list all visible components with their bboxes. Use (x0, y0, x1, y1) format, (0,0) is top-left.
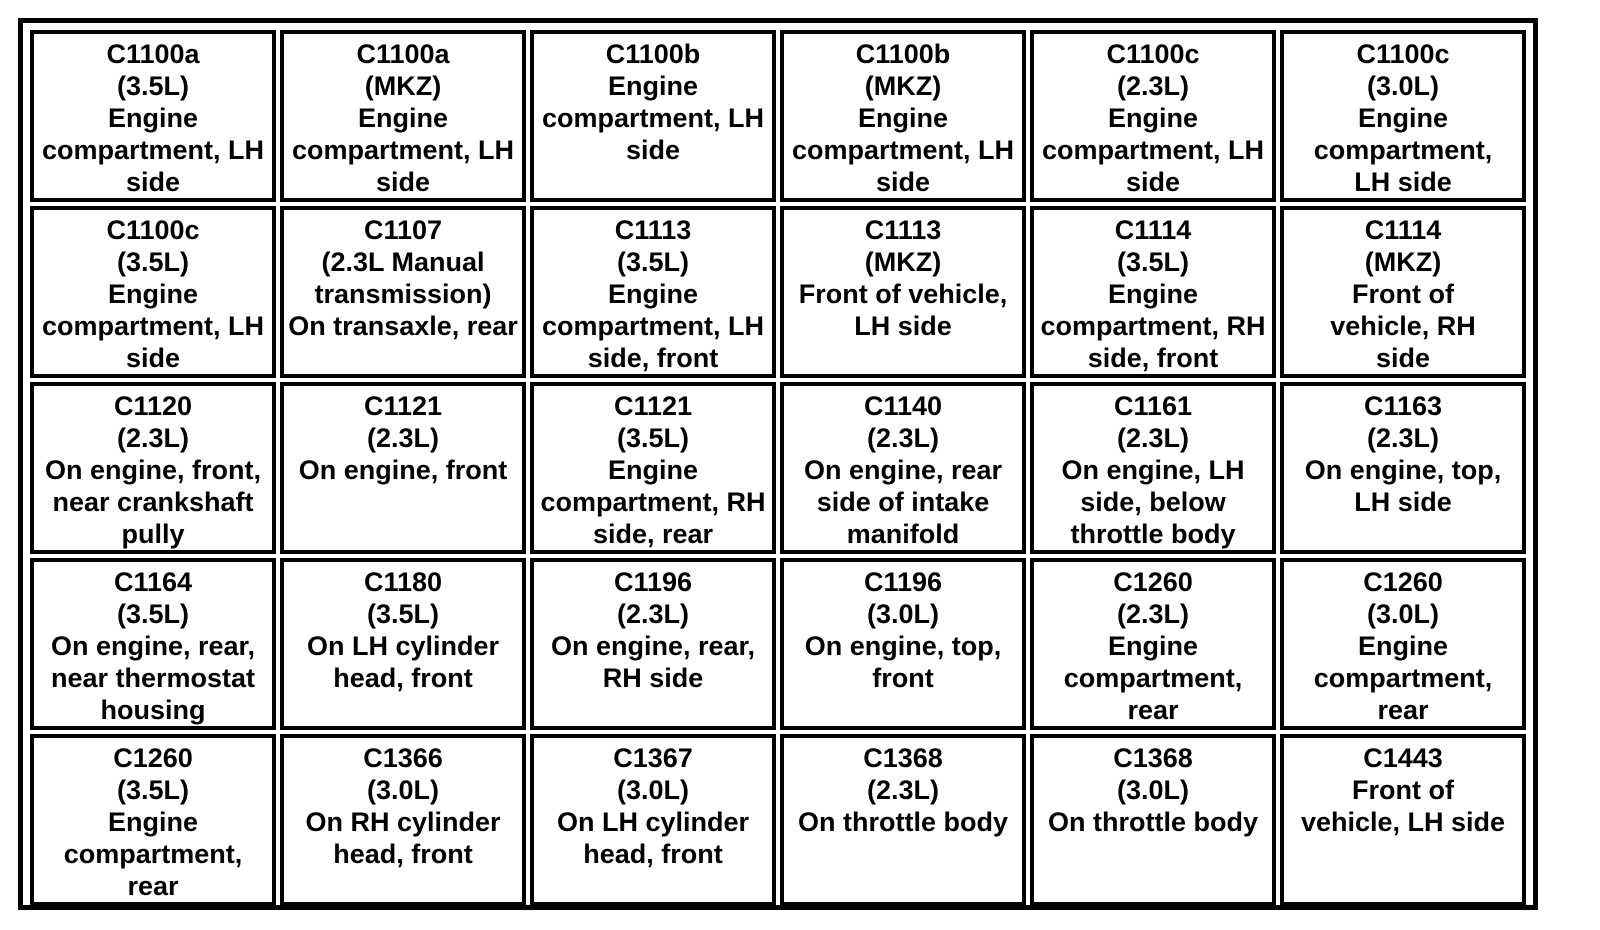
connector-description-line: (3.5L) (116, 71, 189, 101)
connector-description-line: rear (1377, 695, 1429, 725)
connector-description-line: On engine, rear (803, 455, 1003, 485)
connector-description-line: front (872, 663, 934, 693)
connector-description-line: compartment, (1313, 663, 1493, 693)
connector-id: C1260 (1113, 567, 1193, 597)
connector-description-line: side (625, 135, 681, 165)
connector-description-line: On throttle body (798, 807, 1008, 837)
connector-description-line: side, rear (592, 519, 714, 549)
connector-cell (280, 30, 526, 202)
connector-id: C1114 (1114, 215, 1192, 245)
connector-id: C1120 (113, 391, 193, 421)
connector-description-line: (3.5L) (116, 599, 189, 629)
connector-description-line: compartment, (1313, 135, 1493, 165)
connector-cell (280, 206, 526, 378)
connector-description-line: compartment, RH (1040, 311, 1266, 341)
connector-description-line: housing (100, 695, 206, 725)
connector-description-line: Front of (1352, 775, 1454, 805)
connector-description-line: compartment, (63, 839, 243, 869)
connector-description-line: side (125, 167, 181, 197)
connector-description-line: side (125, 343, 181, 373)
connector-cell (530, 206, 776, 378)
connector-id: C1196 (863, 567, 943, 597)
connector-description-line: side, front (1087, 343, 1219, 373)
connector-id: C1260 (113, 743, 193, 773)
connector-description-line: (MKZ) (1364, 247, 1442, 277)
connector-description-line: LH side (1354, 167, 1452, 197)
connector-description-line: side, below (1080, 487, 1226, 517)
connector-id: C1113 (864, 215, 942, 245)
connector-description-line: side (1125, 167, 1181, 197)
connector-id: C1100b (605, 39, 701, 69)
connector-cell (1030, 734, 1276, 906)
connector-description-line: side (1375, 343, 1431, 373)
connector-description-line: near thermostat (50, 663, 256, 693)
connector-cell (780, 734, 1026, 906)
connector-description-line: vehicle, RH (1330, 311, 1476, 341)
connector-description-line: Engine (357, 103, 448, 133)
connector-id: C1100c (106, 215, 200, 245)
connector-description-line: pully (121, 519, 185, 549)
connector-description-line: (3.5L) (616, 423, 689, 453)
connector-id: C1100a (356, 39, 450, 69)
connector-cell (30, 382, 276, 554)
connector-description-line: side (375, 167, 431, 197)
connector-cell (530, 30, 776, 202)
connector-id: C1196 (613, 567, 693, 597)
connector-id: C1443 (1363, 743, 1443, 773)
connector-id: C1368 (1113, 743, 1193, 773)
table-row (30, 734, 1526, 906)
connector-cell (30, 734, 276, 906)
connector-description-line: On engine, top, (804, 631, 1002, 661)
table-row (30, 30, 1526, 202)
connector-description-line: Engine (1107, 103, 1198, 133)
table-body (30, 30, 1526, 906)
connector-location-table (26, 26, 1530, 910)
connector-cell (780, 206, 1026, 378)
connector-cell (780, 558, 1026, 730)
table-row (30, 558, 1526, 730)
connector-description-line: (3.0L) (366, 775, 439, 805)
connector-description-line: (3.5L) (116, 775, 189, 805)
connector-cell (530, 558, 776, 730)
connector-description-line: side of intake (816, 487, 990, 517)
connector-description-line: compartment, (1063, 663, 1243, 693)
connector-description-line: Engine (857, 103, 948, 133)
connector-cell (1030, 206, 1276, 378)
connector-cell (280, 382, 526, 554)
connector-cell (780, 30, 1026, 202)
connector-description-line: head, front (333, 839, 473, 869)
connector-description-line: On engine, rear, (50, 631, 256, 661)
connector-id: C1100a (106, 39, 200, 69)
connector-description-line: LH side (854, 311, 952, 341)
connector-id: C1260 (1363, 567, 1443, 597)
connector-description-line: near crankshaft (52, 487, 254, 517)
connector-id: C1140 (863, 391, 943, 421)
connector-description-line: On engine, rear, (550, 631, 756, 661)
connector-cell (1280, 30, 1526, 202)
connector-cell (1030, 558, 1276, 730)
connector-description-line: Engine (607, 279, 698, 309)
connector-description-line: (3.5L) (116, 247, 189, 277)
connector-description-line: vehicle, LH side (1300, 807, 1506, 837)
connector-description-line: RH side (602, 663, 704, 693)
connector-cell (1280, 558, 1526, 730)
connector-description-line: Engine (1107, 631, 1198, 661)
connector-description-line: Engine (607, 455, 698, 485)
connector-description-line: Engine (607, 71, 698, 101)
connector-id: C1366 (363, 743, 443, 773)
connector-cell (780, 382, 1026, 554)
connector-description-line: LH side (1354, 487, 1452, 517)
connector-id: C1121 (613, 391, 693, 421)
connector-description-line: On LH cylinder (306, 631, 500, 661)
connector-description-line: Front of (1352, 279, 1454, 309)
connector-description-line: compartment, LH (541, 103, 765, 133)
connector-description-line: Engine (1357, 631, 1448, 661)
connector-description-line: Engine (107, 279, 198, 309)
connector-id: C1113 (614, 215, 692, 245)
connector-description-line: compartment, LH (41, 135, 265, 165)
connector-description-line: compartment, LH (791, 135, 1015, 165)
connector-description-line: On RH cylinder (305, 807, 501, 837)
connector-description-line: (3.5L) (616, 247, 689, 277)
connector-cell (1280, 734, 1526, 906)
connector-description-line: On engine, front, (45, 455, 261, 485)
connector-description-line: Front of vehicle, (798, 279, 1008, 309)
connector-id: C1367 (613, 743, 693, 773)
connector-description-line: (2.3L) (1116, 423, 1189, 453)
connector-description-line: Engine (1357, 103, 1448, 133)
connector-description-line: (2.3L) (1116, 71, 1189, 101)
connector-description-line: Engine (107, 807, 198, 837)
connector-id: C1163 (1363, 391, 1443, 421)
connector-id: C1161 (1113, 391, 1193, 421)
connector-cell (1030, 30, 1276, 202)
connector-description-line: (2.3L) (866, 775, 939, 805)
connector-cell (280, 734, 526, 906)
connector-description-line: rear (127, 871, 179, 901)
connector-description-line: compartment, LH (41, 311, 265, 341)
connector-description-line: On LH cylinder (556, 807, 750, 837)
connector-description-line: (3.5L) (1116, 247, 1189, 277)
connector-id: C1100c (1356, 39, 1450, 69)
connector-description-line: (2.3L) (366, 423, 439, 453)
connector-description-line: (2.3L) (866, 423, 939, 453)
connector-description-line: throttle body (1070, 519, 1236, 549)
connector-description-line: On transaxle, rear (288, 311, 518, 341)
connector-description-line: (2.3L) (1366, 423, 1439, 453)
connector-description-line: head, front (583, 839, 723, 869)
connector-cell (280, 558, 526, 730)
connector-description-line: head, front (333, 663, 473, 693)
connector-description-line: rear (1127, 695, 1179, 725)
connector-description-line: (3.0L) (866, 599, 939, 629)
connector-id: C1100b (855, 39, 951, 69)
connector-description-line: compartment, RH (540, 487, 766, 517)
connector-cell (1280, 206, 1526, 378)
connector-description-line: compartment, LH (291, 135, 515, 165)
connector-description-line: compartment, LH (1041, 135, 1265, 165)
connector-description-line: On engine, LH (1061, 455, 1245, 485)
connector-description-line: (3.0L) (1366, 71, 1439, 101)
connector-description-line: On throttle body (1048, 807, 1258, 837)
connector-id: C1107 (363, 215, 443, 245)
connector-cell (530, 734, 776, 906)
connector-cell (30, 30, 276, 202)
table-row (30, 382, 1526, 554)
connector-description-line: Engine (107, 103, 198, 133)
connector-description-line: side, front (587, 343, 719, 373)
connector-id: C1114 (1364, 215, 1442, 245)
connector-cell (1280, 382, 1526, 554)
connector-id: C1368 (863, 743, 943, 773)
connector-description-line: (3.0L) (1366, 599, 1439, 629)
connector-description-line: (MKZ) (864, 71, 942, 101)
connector-description-line: manifold (846, 519, 960, 549)
connector-description-line: (3.0L) (1116, 775, 1189, 805)
connector-description-line: (3.5L) (366, 599, 439, 629)
connector-description-line: side (875, 167, 931, 197)
connector-description-line: (2.3L) (616, 599, 689, 629)
connector-description-line: (MKZ) (864, 247, 942, 277)
connector-description-line: compartment, LH (541, 311, 765, 341)
table-row (30, 206, 1526, 378)
connector-cell (30, 558, 276, 730)
connector-id: C1121 (363, 391, 443, 421)
connector-description-line: Engine (1107, 279, 1198, 309)
connector-description-line: (2.3L) (116, 423, 189, 453)
connector-description-line: (2.3L Manual (321, 247, 485, 277)
connector-description-line: transmission) (314, 279, 492, 309)
connector-description-line: On engine, top, (1304, 455, 1502, 485)
connector-id: C1100c (1106, 39, 1200, 69)
connector-description-line: (MKZ) (364, 71, 442, 101)
connector-description-line: (3.0L) (616, 775, 689, 805)
connector-location-table-frame (18, 18, 1538, 910)
connector-description-line: (2.3L) (1116, 599, 1189, 629)
connector-id: C1164 (113, 567, 193, 597)
connector-id: C1180 (363, 567, 443, 597)
connector-description-line: On engine, front (298, 455, 508, 485)
connector-cell (1030, 382, 1276, 554)
connector-cell (30, 206, 276, 378)
connector-cell (530, 382, 776, 554)
